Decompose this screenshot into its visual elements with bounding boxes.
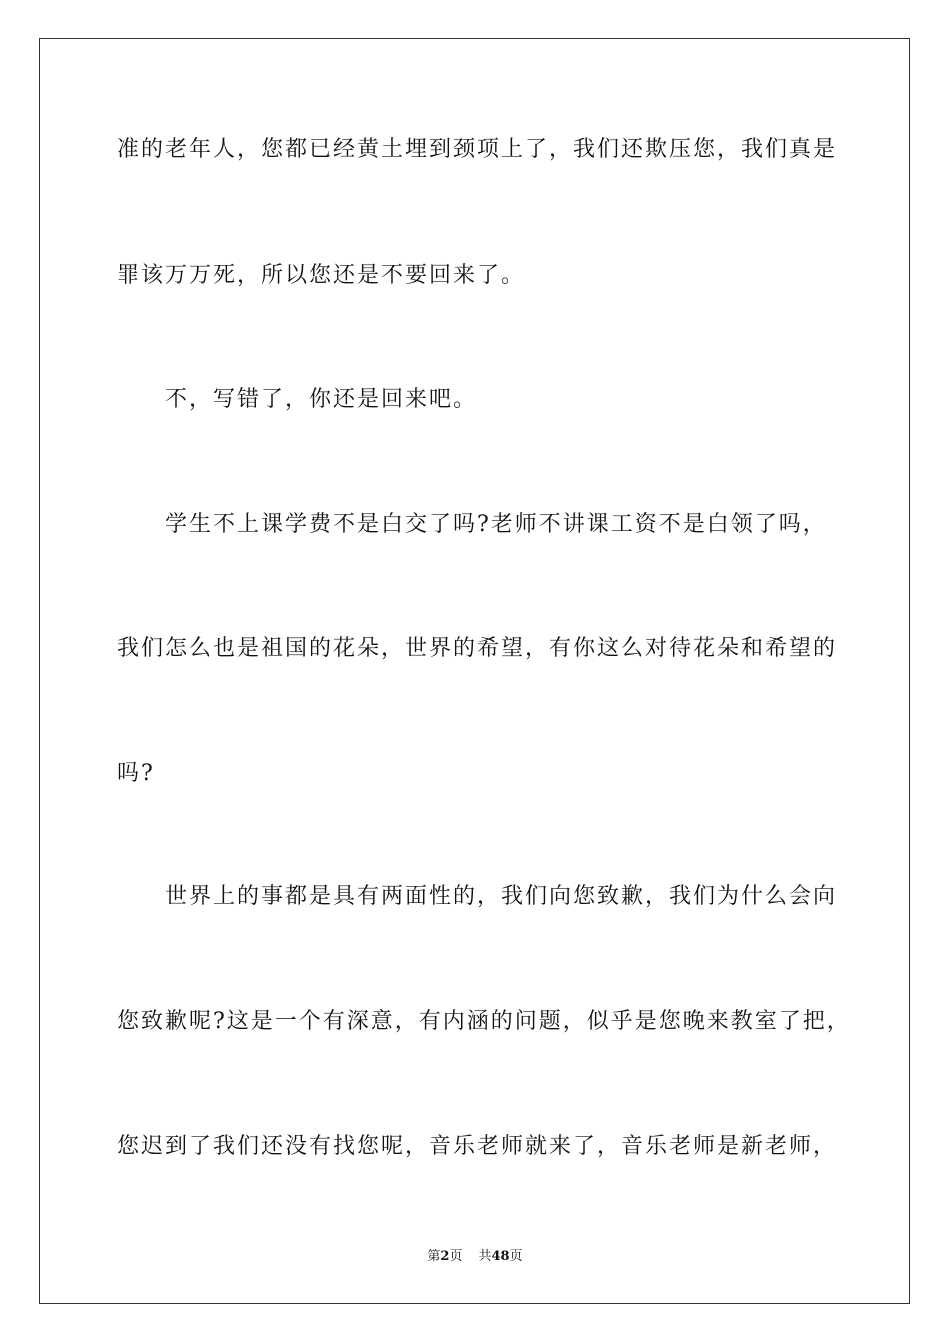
text-line-1: 准的老年人，您都已经黄土埋到颈项上了，我们还欺压您，我们真是 [117, 137, 838, 162]
text-line-3: 不，写错了，你还是回来吧。 [165, 387, 478, 412]
text-line-8: 您致歉呢?这是一个有深意，有内涵的问题，似乎是您晚来教室了把， [117, 1009, 851, 1034]
text-line-5: 我们怎么也是祖国的花朵，世界的希望，有你这么对待花朵和希望的 [117, 636, 838, 661]
total-pages: 48 [491, 1249, 510, 1264]
text-line-6: 吗? [117, 761, 155, 786]
page-footer [0, 1248, 950, 1266]
page-prefix: 第 [427, 1249, 441, 1264]
text-line-2: 罪该万万死，所以您还是不要回来了。 [117, 263, 526, 288]
page-number: 2 [440, 1249, 450, 1264]
total-prefix: 共 [478, 1249, 492, 1264]
text-line-4: 学生不上课学费不是白交了吗?老师不讲课工资不是白领了吗， [165, 512, 827, 537]
page-suffix: 页 [449, 1249, 463, 1264]
text-line-7: 世界上的事都是具有两面性的，我们向您致歉，我们为什么会向 [165, 884, 838, 909]
page-border [39, 38, 910, 1304]
total-suffix: 页 [509, 1249, 523, 1264]
text-line-9: 您迟到了我们还没有找您呢，音乐老师就来了，音乐老师是新老师， [117, 1134, 838, 1159]
